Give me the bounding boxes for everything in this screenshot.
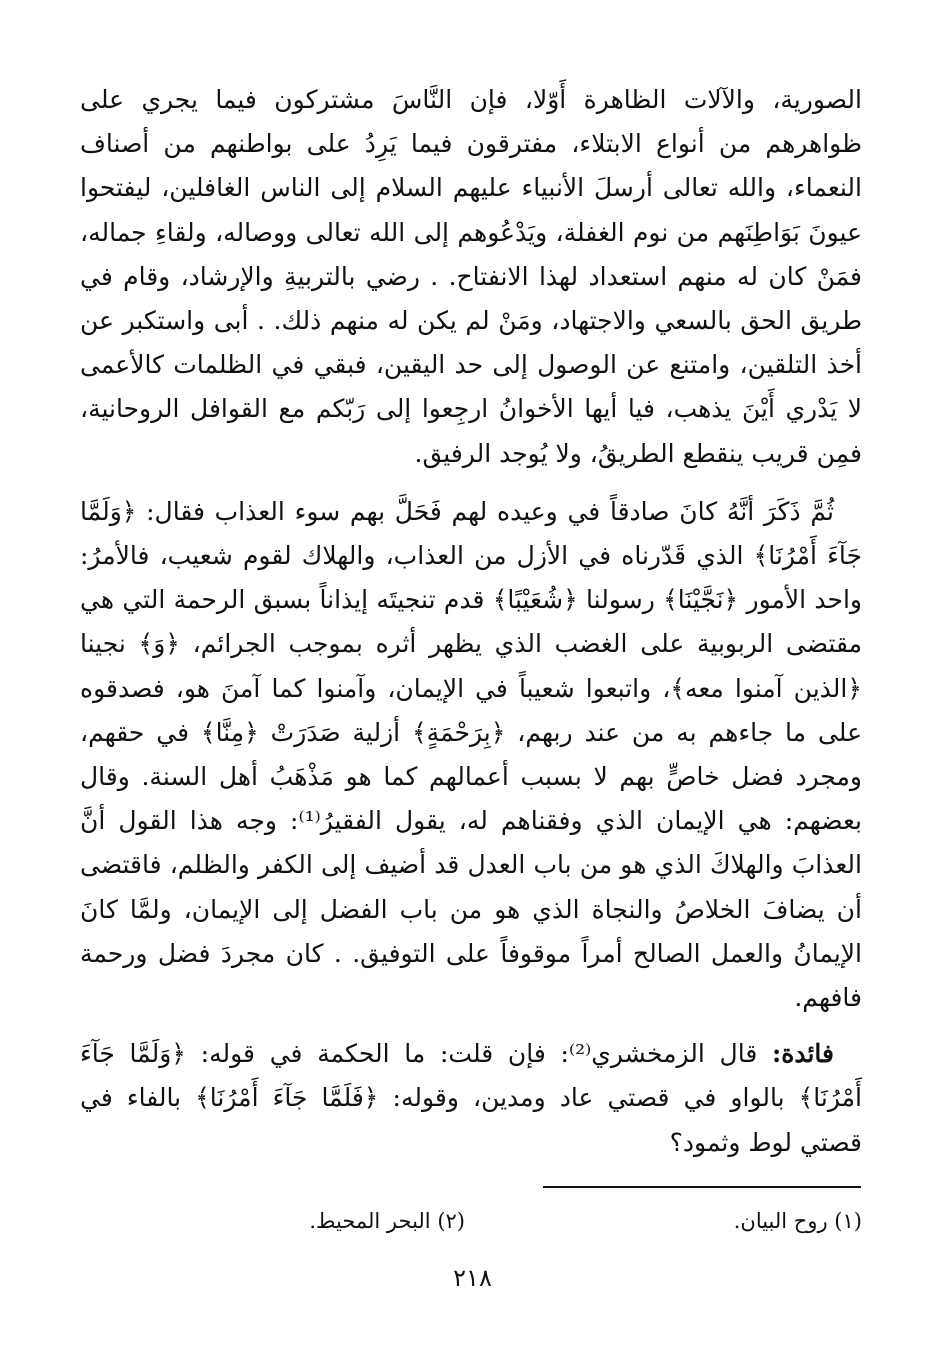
footnote-1: (١) روح البيان. [733, 1209, 862, 1233]
benefit-note-text: قال الزمخشري⁽²⁾: فإن قلت: ما الحكمة في قوله: ﴿وَلَمَّا جَآءَ أَمْرُنَا﴾ بالواو في قصتي عاد ومدين، وقوله: ﴿فَلَمَّا جَآءَ أَمْرُنَا﴾ بالفاء في قصتي لوط وثمود؟ [80, 1039, 862, 1157]
paragraph-1: الصورية، والآلات الظاهرة أَوّلا، فإن النَّاسَ مشتركون فيما يجري على ظواهرهم من أنواع الابتلاء، مفترقون فيما يَرِدُ على بواطنهم من أصناف النعماء، والله تعالى أرسلَ الأنبياء عليهم السلام إلى الناس الغافلين، ليفتحوا عيونَ بَوَاطِنَهم من نوم الغفلة، ويَدْعُوهم إلى الله تعالى ووصاله، ولقاءِ جماله، فمَنْ كان له منهم استعداد لهذا الانفتاح. . رضي بالتربيةِ والإرشاد، وقام في طريق الحق بالسعي والاجتهاد، ومَنْ لم يكن له منهم ذلك. . أبى واستكبر عن أخذ التلقين، وامتنع عن الوصول إلى حد اليقين، فبقي في الظلمات كالأعمى لا يَدْري أَيْنَ يذهب، فيا أيها الأخوانُ ارجِعوا إلى رَبّكم مع القوافل الروحانية، فمِن قريب ينقطع الطريقُ، ولا يُوجد الرفيق. [80, 85, 862, 468]
page-number: ٢١٨ [453, 1264, 492, 1292]
paragraph-2: ثُمَّ ذَكَرَ أنَّهُ كانَ صادقاً في وعيده لهم فَحَلَّ بهم سوء العذاب فقال: ﴿وَلَمَّا جَآءَ أَمْرُنَا﴾ الذي قَدّرناه في الأزل من العذاب، والهلاك لقوم شعيب، فالأمرُ: واحد الأمور ﴿نَجَّيْنَا﴾ رسولنا ﴿شُعَيْبًا﴾ قدم تنجيتَه إيذاناً بسبق الرحمة التي هي مقتضى الربوبية على الغضب الذي يظهر أثره بموجب الجرائم، ﴿وَ﴾ نجينا ﴿الذين آمنوا معه﴾، واتبعوا شعيباً في الإيمان، وآمنوا كما آمنَ هو، فصدقوه على ما جاءهم به من عند ربهم، ﴿بِرَحْمَةٍ﴾ أزلية صَدَرَتْ ﴿مِنَّا﴾ في حقهم، ومجرد فضل خاصٍّ بهم لا بسبب أعمالهم كما هو مَذْهَبُ أهل السنة. وقال بعضهم: هي الإيمان الذي وفقناهم له، يقول الفقيرُ⁽¹⁾: وجه هذا القول أنَّ العذابَ والهلاكَ الذي هو من باب العدل قد أضيف إلى الكفر والظلم، فاقتضى أن يضافَ الخلاصُ والنجاة الذي هو من باب الفضل إلى الإيمان، ولمَّا كانَ الإيمانُ والعمل الصالح أمراً موقوفاً على التوفيق. . كان مجردَ فضل ورحمة فافهم. [80, 496, 862, 1013]
footnote-separator [543, 1186, 861, 1188]
benefit-note [80, 1032, 862, 1165]
footnote-2: (٢) البحر المحيط. [309, 1209, 465, 1233]
main-text [80, 78, 862, 1165]
footnotes [80, 1206, 862, 1240]
benefit-note-label: فائدة: [772, 1039, 834, 1069]
